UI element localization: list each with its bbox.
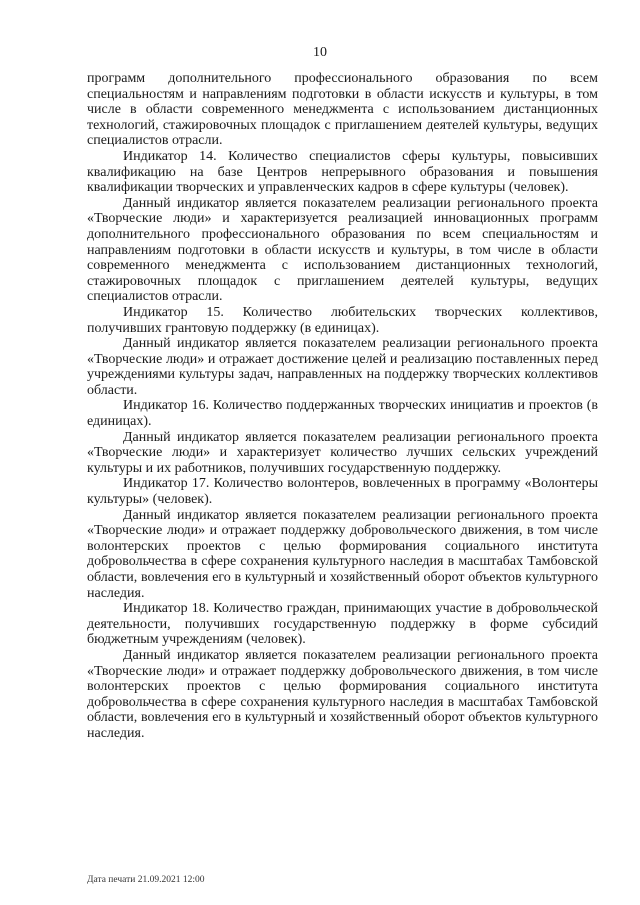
paragraph-indicator-15: Индикатор 15. Количество любительских творческих коллективов, получивших грантовую поддержку (в единицах). (87, 304, 598, 336)
paragraph-indicator-17-description: Данный индикатор является показателем реализации регионального проекта «Творческие люди» и отражает поддержку добровольческого движения, в том числе волонтерских проектов с целью формирования социального института добровольчества в сфере сохранения культурного наследия в масштабах Тамбовской области, вовлечения его в культурный и хозяйственный оборот объектов культурного наследия. (87, 507, 598, 601)
paragraph-continuation: программ дополнительного профессионального образования по всем специальностям и направлениям подготовки в области искусств и культуры, в том числе в области современного менеджмента с использованием дистанционных технологий, стажировочных площадок с приглашением деятелей культуры, ведущих специалистов отрасли. (87, 71, 598, 149)
paragraph-indicator-16: Индикатор 16. Количество поддержанных творческих инициатив и проектов (в единицах). (87, 398, 598, 430)
page-number: 10 (313, 45, 327, 60)
paragraph-indicator-16-description: Данный индикатор является показателем реализации регионального проекта «Творческие люди» и характеризует количество лучших сельских учреждений культуры и их работников, получивших государственную поддержку. (87, 429, 598, 476)
paragraph-indicator-14: Индикатор 14. Количество специалистов сферы культуры, повысивших квалификацию на базе Центров непрерывного образования и повышения квалификации творческих и управленческих кадров в сфере культуры (человек). (87, 148, 598, 196)
paragraph-indicator-18: Индикатор 18. Количество граждан, принимающих участие в добровольческой деятельности, получивших государственную поддержку в форме субсидий бюджетным учреждениям (человек). (87, 601, 598, 648)
paragraph-indicator-17: Индикатор 17. Количество волонтеров, вовлеченных в программу «Волонтеры культуры» (человек). (87, 476, 598, 508)
paragraph-indicator-14-description: Данный индикатор является показателем реализации регионального проекта «Творческие люди» и характеризуется реализацией инновационных программ дополнительного профессионального образования по всем специальностям и направлениям подготовки в области искусств и культуры, в том числе в области современного менеджмента с использованием дистанционных технологий, стажировочных площадок с приглашением деятелей культуры, ведущих специалистов отрасли. (87, 195, 598, 305)
body-text (87, 71, 598, 742)
paragraph-indicator-15-description: Данный индикатор является показателем реализации регионального проекта «Творческие люди» и отражает достижение целей и реализацию поставленных перед учреждениями культуры задач, направленных на поддержку творческих коллективов области. (87, 336, 598, 398)
print-date-footer: Дата печати 21.09.2021 12:00 (87, 875, 205, 885)
paragraph-indicator-18-description: Данный индикатор является показателем реализации регионального проекта «Творческие люди» и отражает поддержку добровольческого движения, в том числе волонтерских проектов с целью формирования социального института добровольчества в сфере сохранения культурного наследия в масштабах Тамбовской области, вовлечения его в культурный и хозяйственный оборот объектов культурного наследия. (87, 647, 598, 741)
